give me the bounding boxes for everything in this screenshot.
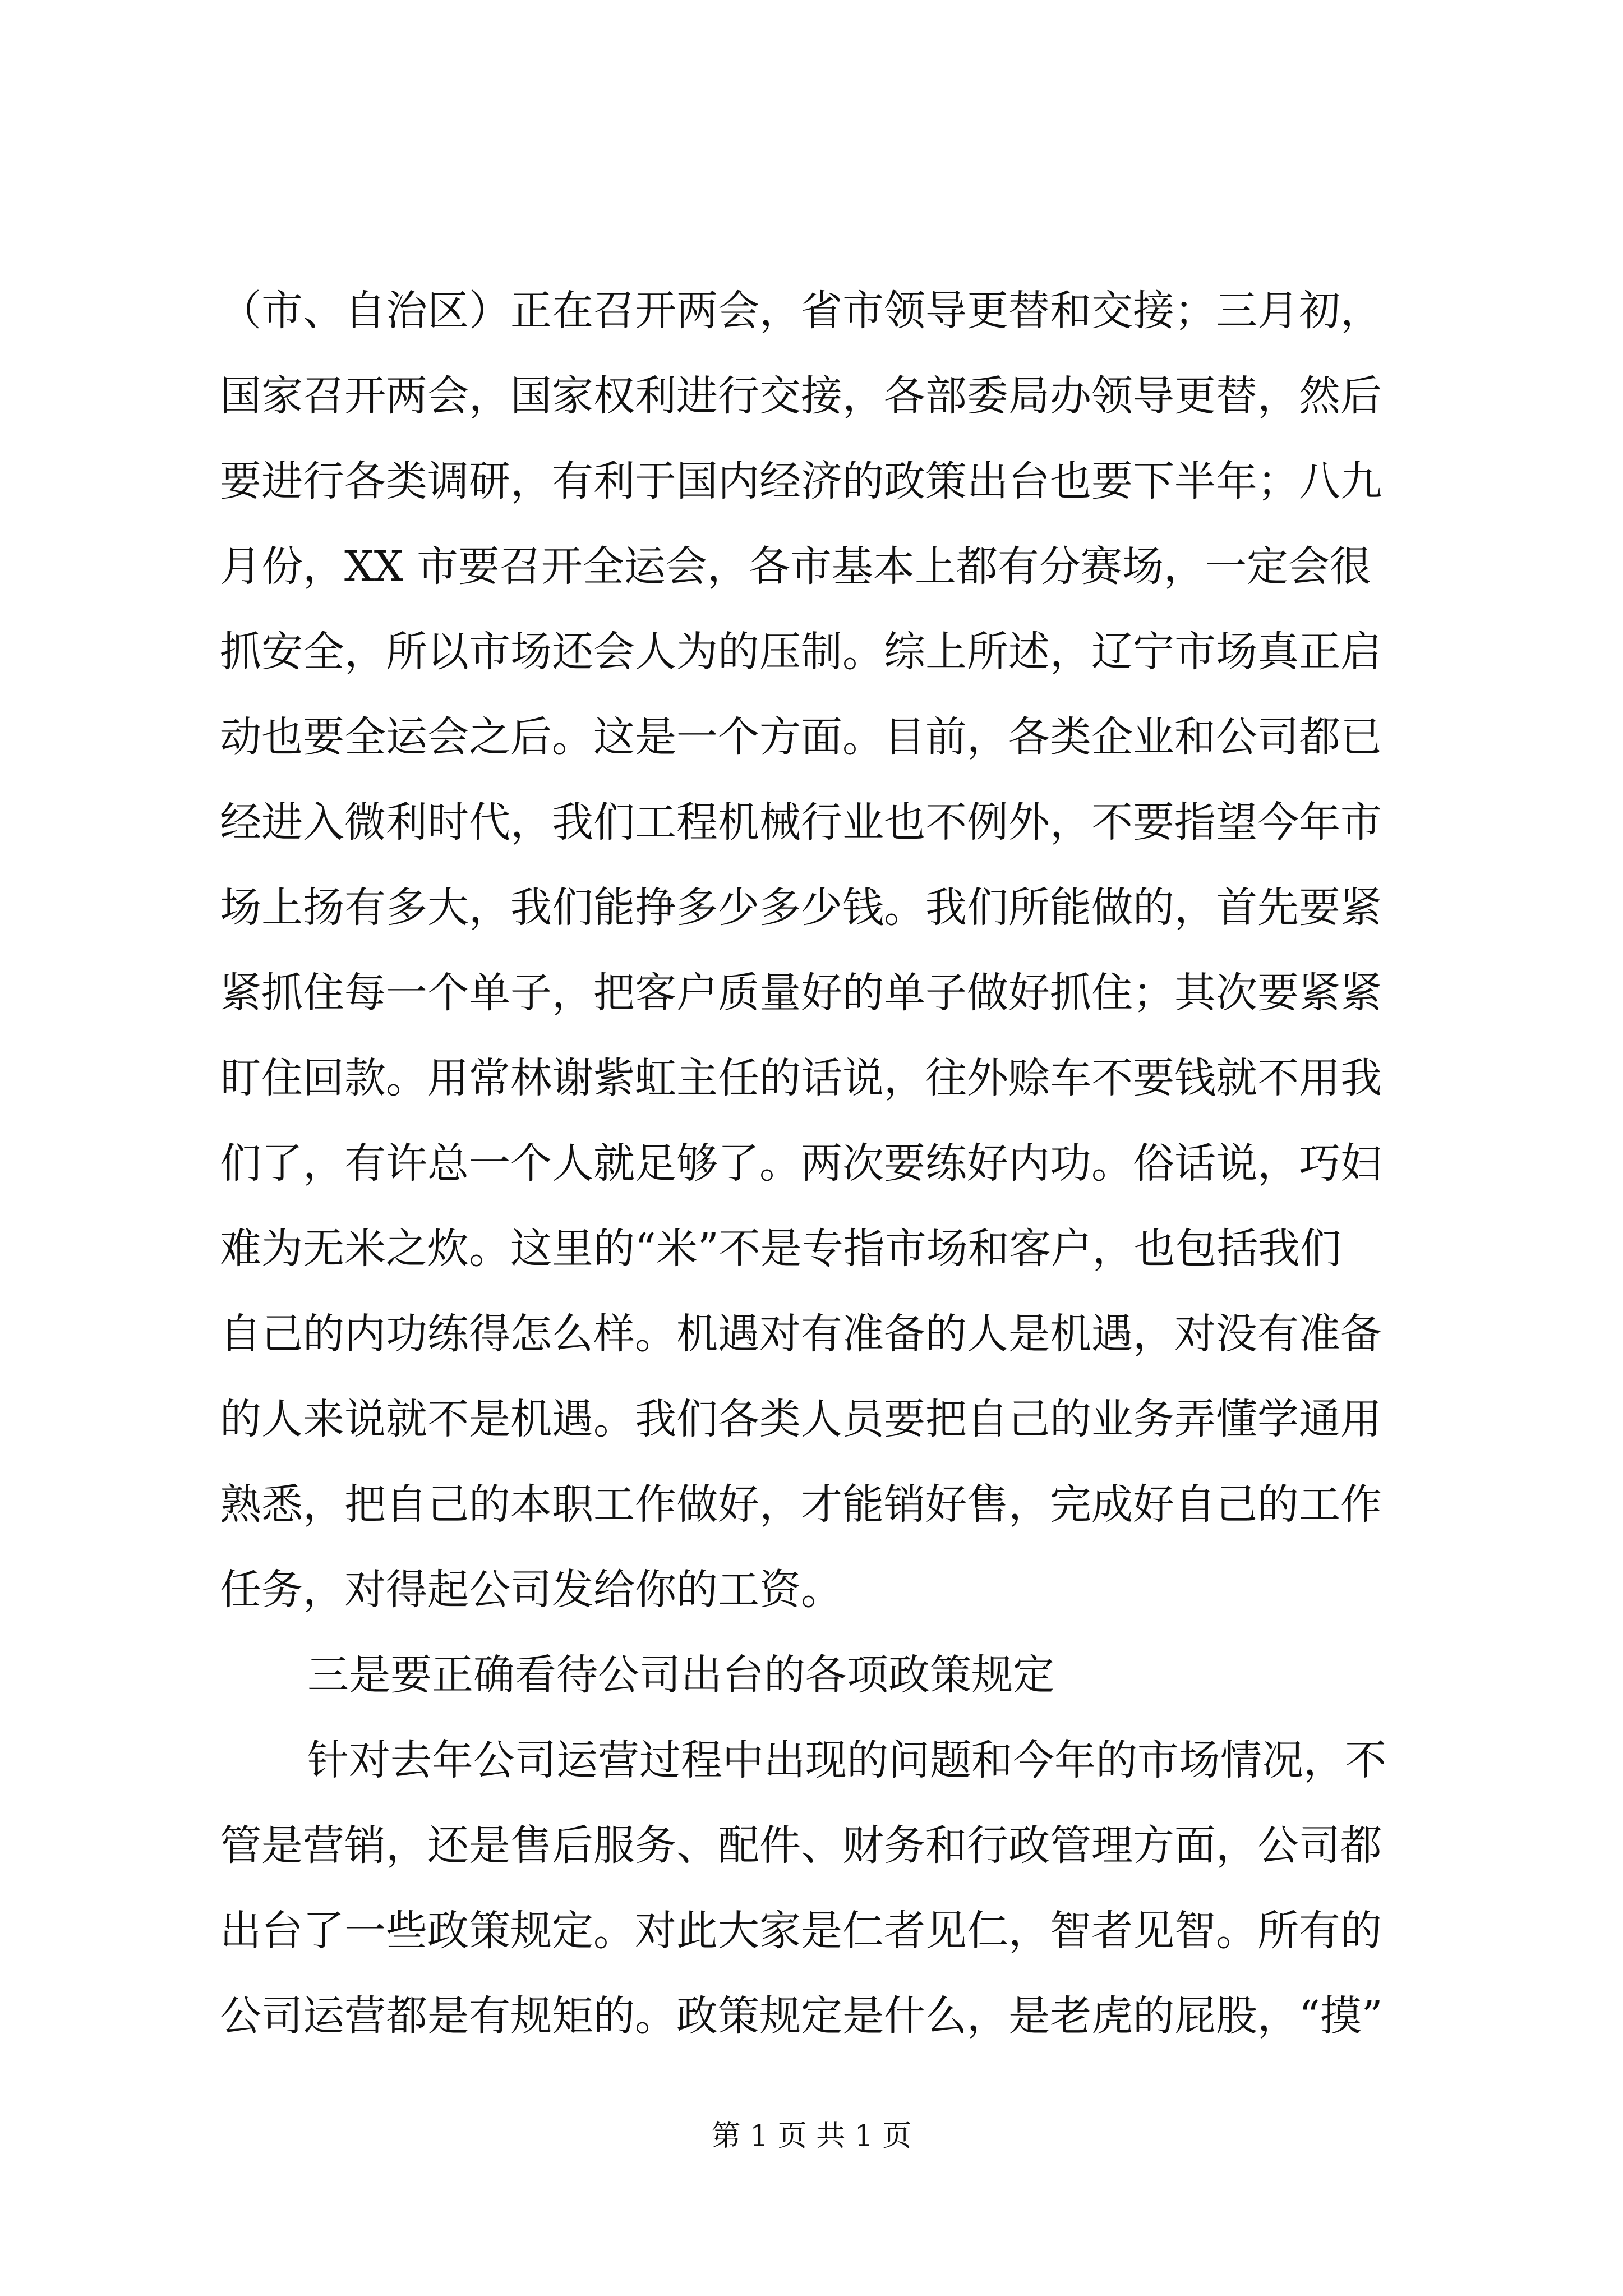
body-text-line: 难为无米之炊。这里的“米”不是专指市场和客户，也包括我们 <box>220 1225 1341 1273</box>
page-number-footer: 第 1 页 共 1 页 <box>711 2119 912 2153</box>
body-text-line: 场上扬有多大，我们能挣多少多少钱。我们所能做的，首先要紧 <box>220 884 1382 932</box>
body-text-line: 紧抓住每一个单子，把客户质量好的单子做好抓住；其次要紧紧 <box>220 969 1382 1017</box>
body-text-line: 公司运营都是有规矩的。政策规定是什么，是老虎的屁股，“摸” <box>220 1992 1383 2040</box>
body-text-line: （市、自治区）正在召开两会，省市领导更替和交接；三月初， <box>220 287 1382 335</box>
body-text-line: 抓安全，所以市场还会人为的压制。综上所述，辽宁市场真正启 <box>220 628 1382 676</box>
body-text-line: 的人来说就不是机遇。我们各类人员要把自己的业务弄懂学通用 <box>220 1395 1382 1443</box>
body-text-line: 月份，XX 市要召开全运会，各市基本上都有分赛场，一定会很 <box>220 542 1371 591</box>
body-text-line: 管是营销，还是售后服务、配件、财务和行政管理方面，公司都 <box>220 1821 1382 1870</box>
body-text-line: 国家召开两会，国家权利进行交接，各部委局办领导更替，然后 <box>220 372 1382 420</box>
body-text-line: 动也要全运会之后。这是一个方面。目前，各类企业和公司都已 <box>220 713 1382 761</box>
section-heading: 三是要正确看待公司出台的各项政策规定 <box>307 1651 1054 1699</box>
body-text-line: 要进行各类调研，有利于国内经济的政策出台也要下半年；八九 <box>220 457 1382 505</box>
body-text-line: 经进入微利时代，我们工程机械行业也不例外，不要指望今年市 <box>220 798 1382 846</box>
body-text-line: 盯住回款。用常林谢紫虹主任的话说，往外赊车不要钱就不用我 <box>220 1054 1382 1102</box>
paragraph-first-line: 针对去年公司运营过程中出现的问题和今年的市场情况，不 <box>307 1736 1386 1784</box>
body-text-line: 熟悉，把自己的本职工作做好，才能销好售，完成好自己的工作 <box>220 1480 1382 1529</box>
body-text-line: 自己的内功练得怎么样。机遇对有准备的人是机遇，对没有准备 <box>220 1310 1382 1358</box>
body-text-line: 出台了一些政策规定。对此大家是仁者见仁，智者见智。所有的 <box>220 1907 1382 1955</box>
body-text-line: 任务，对得起公司发给你的工资。 <box>220 1566 842 1614</box>
body-text-line: 们了，有许总一个人就足够了。两次要练好内功。俗话说，巧妇 <box>220 1139 1382 1188</box>
